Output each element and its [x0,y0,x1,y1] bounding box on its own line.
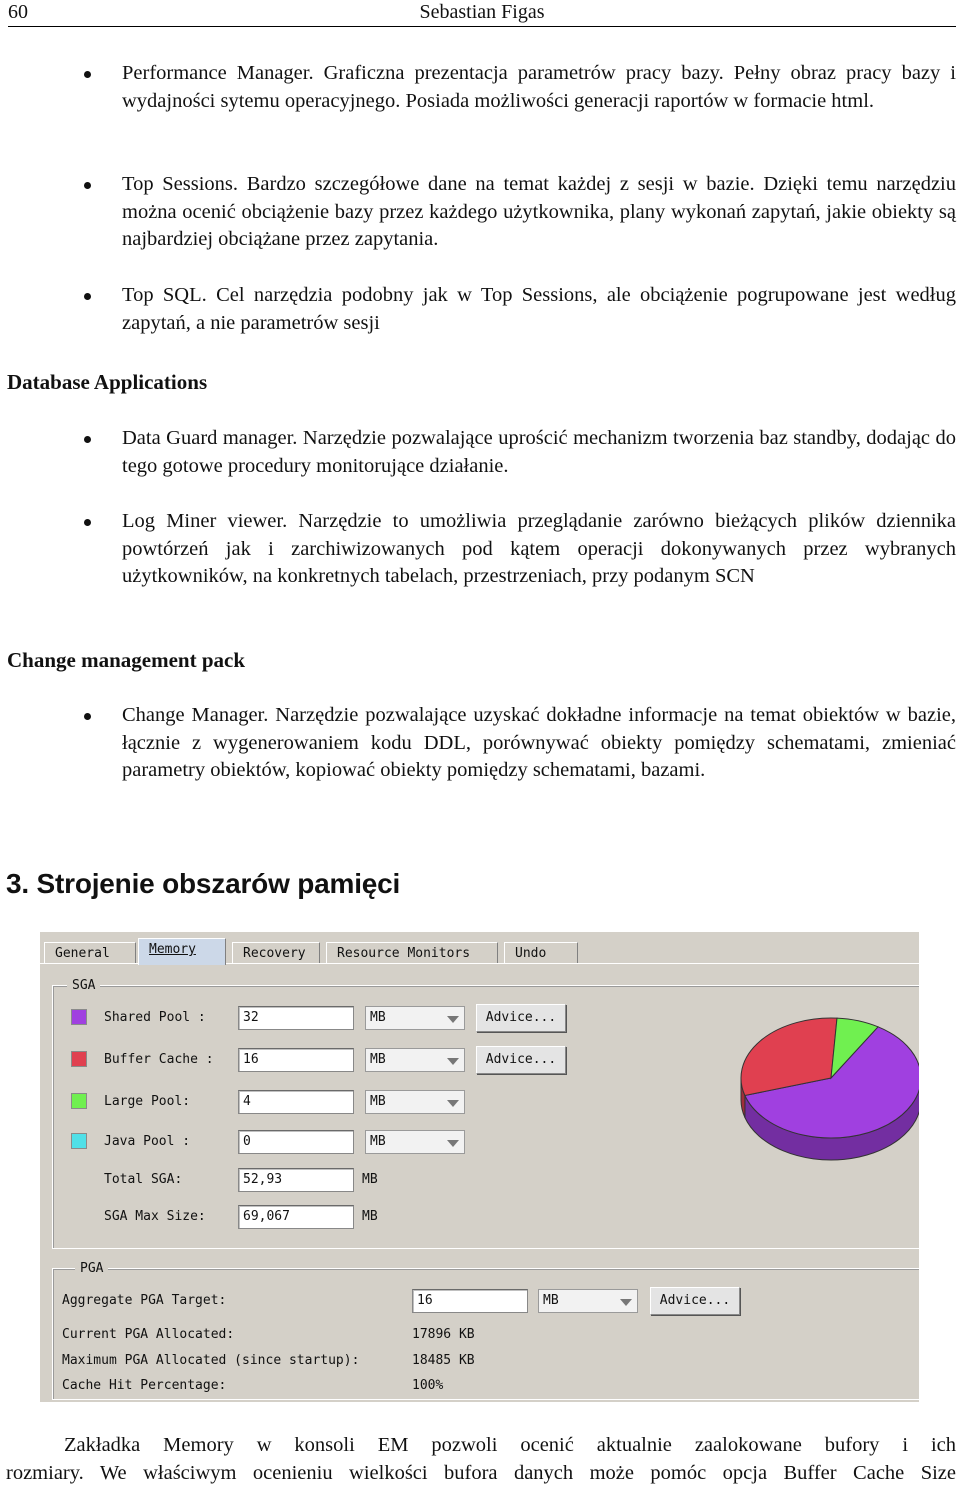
bullet-icon [84,71,91,78]
item-text: Narzędzie to umożliwia przeglądanie zarówno bieżących plików dziennika powtórzeń jak i zarchiwizowanych pod kątem operacji dokonywanych przez wybranych użytkowników, na konkretnych tabelach, przestrzeniach, przy podanym SCN [122,510,956,587]
pga-stat-label: Maximum PGA Allocated (since startup): [62,1353,360,1368]
tab-bar [40,938,919,964]
select-value: MB [370,1094,386,1109]
select-value: MB [370,1052,386,1067]
item-text: Bardzo szczegółowe dane na temat każdej z sesji w bazie. Dzięki temu narzędziu można ocenić obciążenie bazy przez każdego użytkownika, plany wykonań zapytań, jakie obiekty są najbardziej obciążane przez zapytania. [122,173,956,250]
total-sga-label: Total SGA: [104,1172,183,1187]
tab-undo[interactable] [504,942,578,964]
shared-pool-unit-select[interactable] [365,1006,465,1030]
list-item [122,425,956,480]
bullet-icon [84,519,91,526]
large-pool-label: Large Pool: [104,1094,191,1109]
tab-label: Resource Monitors [337,946,471,961]
java-pool-input[interactable]: 0 [238,1130,354,1154]
list-item [122,171,956,254]
select-value: MB [370,1134,386,1149]
dropdown-arrow-icon [620,1299,632,1306]
item-name: Top Sessions. [122,173,239,195]
item-name: Performance Manager. [122,62,314,84]
pga-stat-value: 18485 KB [412,1353,475,1368]
chapter-heading: 3. Strojenie obszarów pamięci [6,868,401,899]
pga-stat-label: Cache Hit Percentage: [62,1378,227,1393]
tab-label: Memory [149,942,196,957]
tab-label: General [55,946,110,961]
section-heading-database-applications: Database Applications [7,370,208,394]
bullet-icon [84,182,91,189]
large-pool-input[interactable]: 4 [238,1090,354,1114]
item-text: Narzędzie pozwalające uprościć mechanizm tworzenia baz standby, dodając do tego gotowe procedury monitorujące działanie. [122,427,956,477]
caption-line: rozmiary. We właściwym ocenieniu wielkości bufora danych może pomóc opcja Buffer Cache Size [6,1461,956,1484]
dropdown-arrow-icon [447,1140,459,1147]
dropdown-arrow-icon [447,1016,459,1023]
bullet-icon [84,713,91,720]
shared-pool-advice-button[interactable]: Advice... [476,1004,566,1032]
pga-target-input[interactable]: 16 [412,1289,528,1313]
total-sga-unit: MB [362,1172,378,1187]
memory-tab-caption [6,1432,956,1487]
pie-slices [741,1018,919,1160]
pga-stat-label: Current PGA Allocated: [62,1327,235,1342]
sga-group-label: SGA [67,976,100,996]
java-pool-swatch [71,1133,87,1149]
bullet-icon [84,293,91,300]
item-text: Cel narzędzia podobny jak w Top Sessions, ale obciążenie pogrupowane jest według zapytań, a nie parametrów sesji [122,284,956,334]
pga-target-label: Aggregate PGA Target: [62,1293,227,1308]
page-header [8,0,956,27]
tab-recovery[interactable] [232,942,320,964]
list-item [122,60,956,115]
large-pool-unit-select[interactable] [365,1090,465,1114]
caption-line: Zakładka Memory w konsoli EM pozwoli ocenić aktualnie zaalokowane bufory i ich [64,1434,956,1456]
dropdown-arrow-icon [447,1100,459,1107]
item-name: Top SQL. [122,284,207,306]
list-item [122,282,956,337]
java-pool-unit-select[interactable] [365,1130,465,1154]
sga-pie-chart [738,1016,919,1166]
bullet-icon [84,436,91,443]
java-pool-label: Java Pool : [104,1134,191,1149]
buffer-cache-label: Buffer Cache : [104,1052,214,1067]
item-text: Narzędzie pozwalające uzyskać dokładne informacje na temat obiektów w bazie, łącznie z wygenerowaniem kodu DDL, porównywać obiekty pomiędzy schematami, zmieniać parametry obiektów, kopiować obiekty pomiędzy schematami, bazami. [122,704,957,781]
item-text: Graficzna prezentacja parametrów pracy bazy. Pełny obraz pracy bazy i wydajności sytemu operacyjnego. Posiada możliwości generacji raportów w formacie html. [122,62,956,112]
buffer-cache-unit-select[interactable] [365,1048,465,1072]
section-heading-change-management: Change management pack [7,648,246,672]
sga-max-size-unit: MB [362,1209,378,1224]
sga-max-size-field: 69,067 [238,1205,354,1229]
list-item [122,508,956,591]
select-value: MB [543,1293,559,1308]
dropdown-arrow-icon [447,1058,459,1065]
buffer-cache-input[interactable]: 16 [238,1048,354,1072]
sga-max-size-label: SGA Max Size: [104,1209,206,1224]
buffer-cache-swatch [71,1051,87,1067]
item-name: Data Guard manager. [122,427,298,449]
select-value: MB [370,1010,386,1025]
pga-advice-button[interactable]: Advice... [650,1287,740,1315]
item-name: Change Manager. [122,704,269,726]
tab-memory[interactable] [138,938,226,965]
total-sga-field: 52,93 [238,1168,354,1192]
large-pool-swatch [71,1093,87,1109]
list-item [122,702,956,785]
shared-pool-input[interactable]: 32 [238,1006,354,1030]
running-author: Sebastian Figas [419,1,545,23]
pga-unit-select[interactable] [538,1289,638,1313]
tab-resource-monitors[interactable] [326,942,498,964]
buffer-cache-advice-button[interactable]: Advice... [476,1046,566,1074]
em-console-screenshot [40,932,919,1402]
page-number: 60 [8,1,28,23]
shared-pool-label: Shared Pool : [104,1010,206,1025]
tab-label: Undo [515,946,547,961]
pga-group-label: PGA [75,1259,108,1279]
shared-pool-swatch [71,1009,87,1025]
pga-stat-value: 17896 KB [412,1327,475,1342]
item-name: Log Miner viewer. [122,510,288,532]
tab-general[interactable] [44,942,136,964]
pga-stat-value: 100% [412,1378,444,1393]
tab-label: Recovery [243,946,306,961]
